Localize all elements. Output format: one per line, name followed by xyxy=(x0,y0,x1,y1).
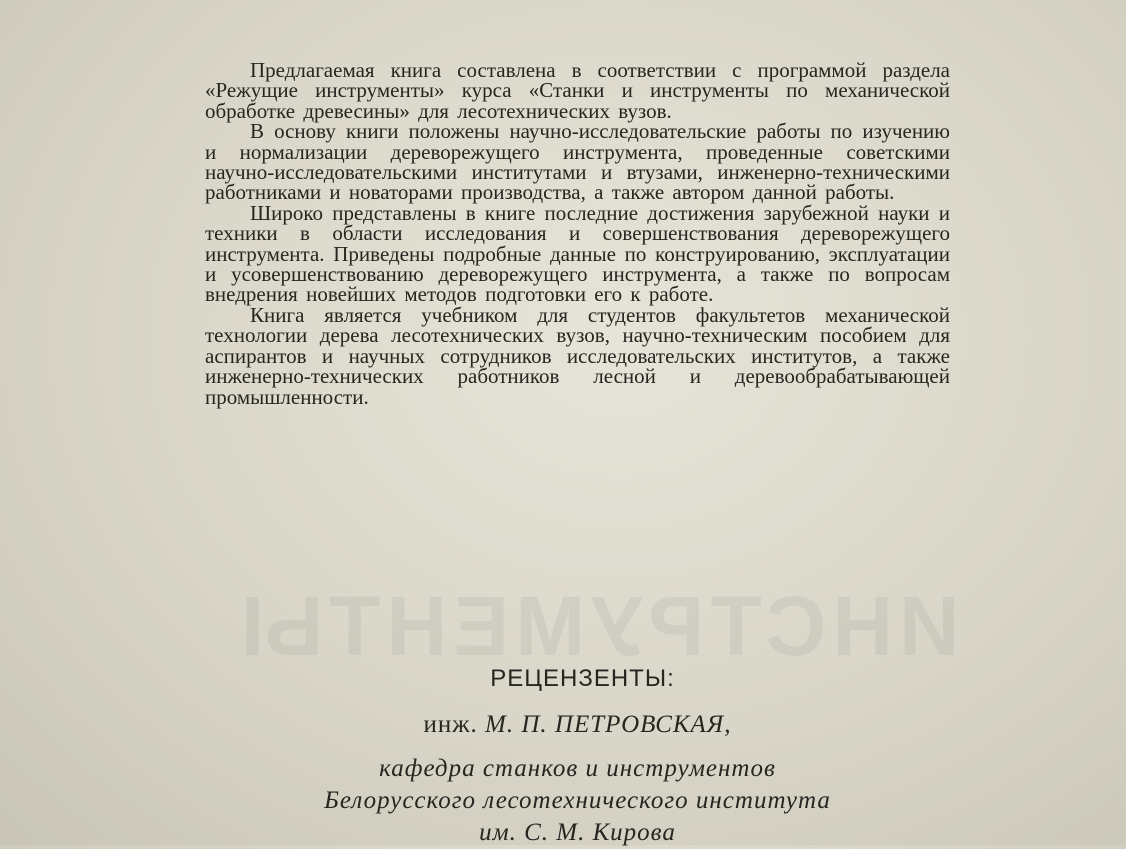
reviewer-affiliation-line-3: им. С. М. Кирова xyxy=(479,819,676,846)
paragraph-3: Широко представлены в книге последние достижения зарубежной науки и техники в области исследования и совершенствования дереворежущего инструмента. Приведены подробные данные по конструированию, эксплуатации и усовершенствованию дереворежущего инструмента, а также по вопросам внедрения новейших методов подготовки его к работе. xyxy=(205,200,950,307)
paragraph-4: Книга является учебником для студентов факультетов механической технологии дерева лесотехнических вузов, научно-техническим пособием для аспирантов и научных сотрудников исследовательских институтов, а также инженерно-технических работников лесной и деревообрабатывающей промышленности. xyxy=(205,302,950,409)
paragraph-2: В основу книги положены научно-исследовательские работы по изучению и нормализации дереворежущего инструмента, проведенные советскими научно-исследовательскими институтами и втузами, инженерно-техническими работниками и новаторами производства, а также автором данной работы. xyxy=(205,119,950,205)
reviewer-name: М. П. ПЕТРОВСКАЯ, xyxy=(485,711,732,738)
paragraph-1: Предлагаемая книга составлена в соответствии с программой раздела «Режущие инструменты» курса «Станки и инструменты по механической обработке древесины» для лесотехнических вузов. xyxy=(205,58,950,123)
reviewer-affiliation-line-1: кафедра станков и инструментов xyxy=(379,755,776,782)
show-through-text: ИНСТРУМЕНТЫ xyxy=(235,579,960,673)
reviewer-title: инж. xyxy=(423,711,478,738)
annotation-text xyxy=(205,60,950,407)
reviewer-name-line xyxy=(205,711,950,739)
reviewers-section xyxy=(205,665,950,849)
reviewers-heading: РЕЦЕНЗЕНТЫ: xyxy=(490,665,675,692)
reviewer-affiliation-line-2: Белорусского лесотехнического института xyxy=(324,787,831,814)
